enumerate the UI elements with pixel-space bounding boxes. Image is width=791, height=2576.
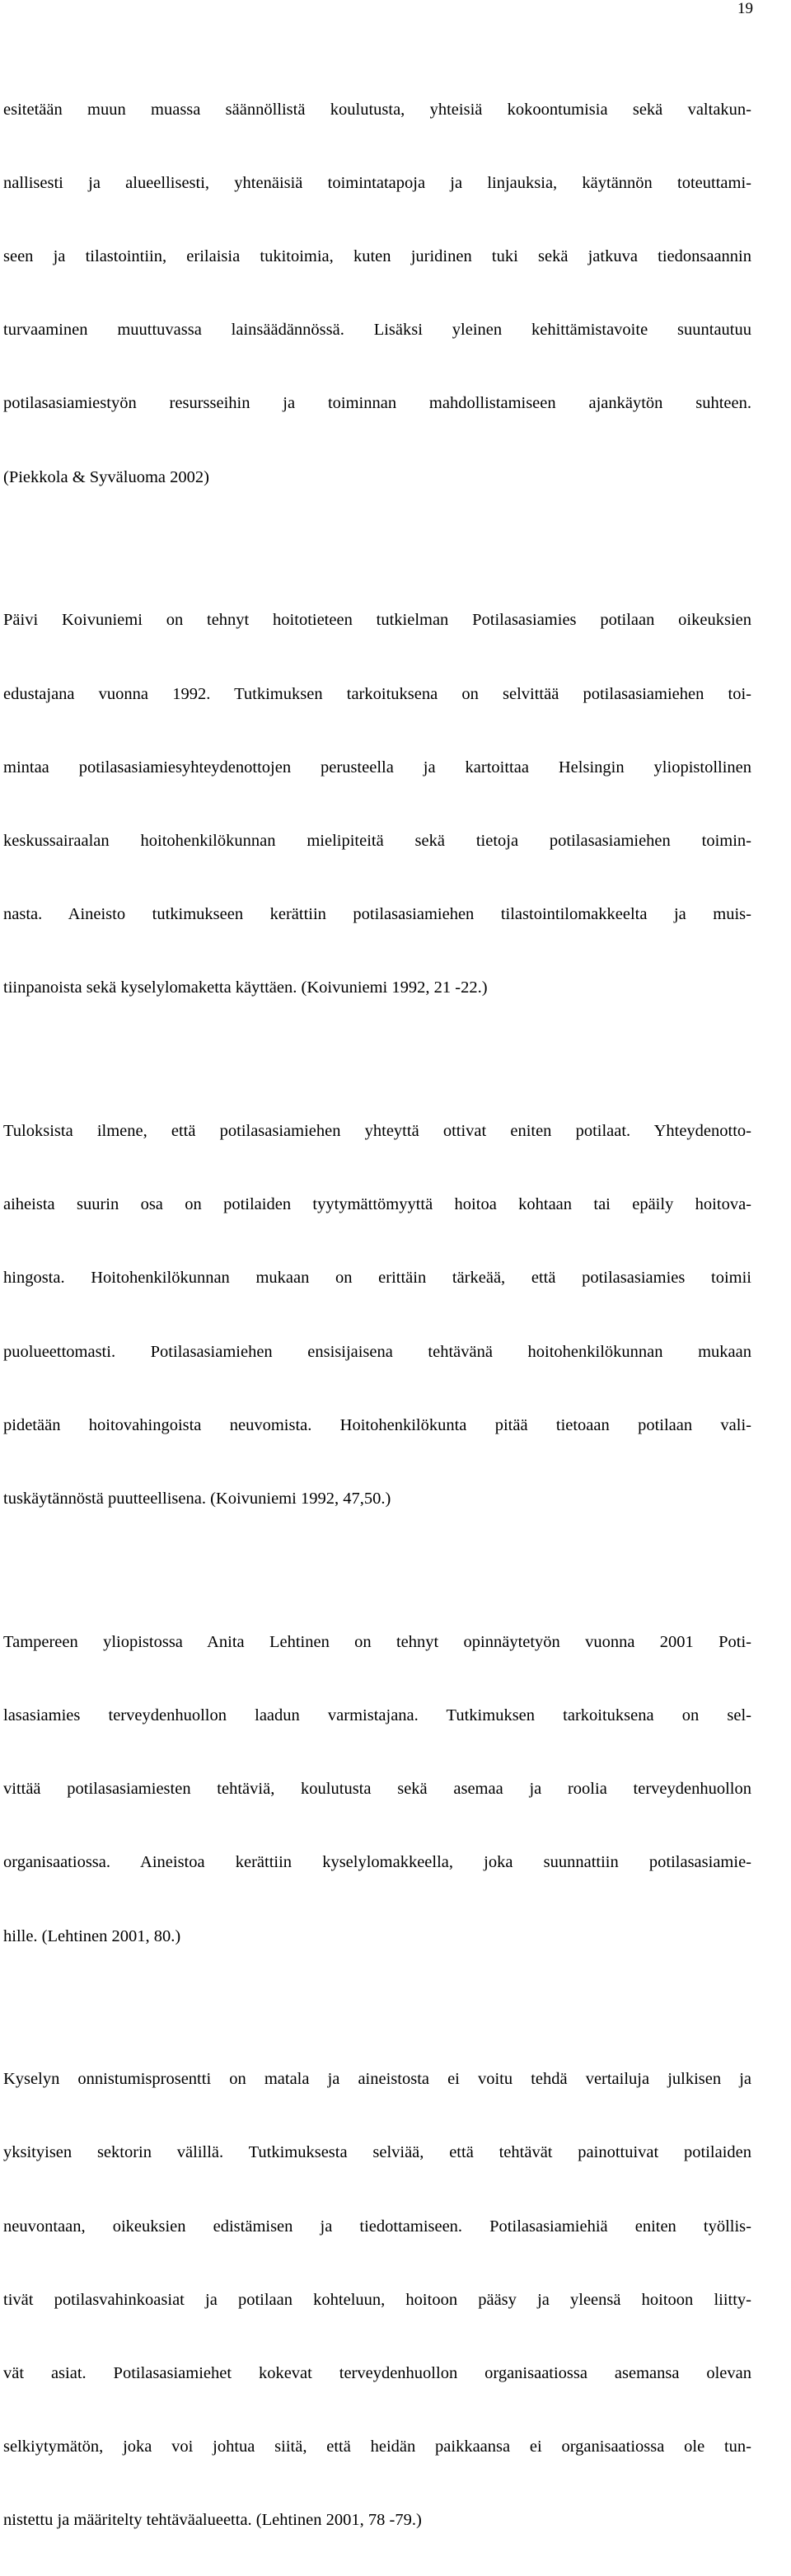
text-line: nistettu ja määritelty tehtäväalueetta. (Lehtinen 2001, 78 -79.) <box>3 2511 422 2530</box>
text-line: keskussairaalan hoitohenkilökunnan mielipiteitä sekä tietoja potilasasiamiehen toimin- <box>3 831 751 850</box>
text-line: nasta. Aineisto tutkimukseen kerättiin potilasasiamiehen tilastointilomakkeelta ja muis- <box>3 905 751 924</box>
text-line: vittää potilasasiamiesten tehtäviä, koulutusta sekä asemaa ja roolia terveydenhuollon <box>3 1780 751 1799</box>
text-line: aiheista suurin osa on potilaiden tyytymättömyyttä hoitoa kohtaan tai epäily hoitova- <box>3 1195 751 1214</box>
text-line: tivät potilasvahinkoasiat ja potilaan kohteluun, hoitoon pääsy ja yleensä hoitoon liitty- <box>3 2290 751 2309</box>
paragraph <box>3 1076 751 1554</box>
text-line: vät asiat. Potilasasiamiehet kokevat terveydenhuollon organisaatiossa asemansa olevan <box>3 2364 751 2383</box>
text-line: edustajana vuonna 1992. Tutkimuksen tarkoituksena on selvittää potilasasiamiehen toi- <box>3 684 751 703</box>
text-line: Tuloksista ilmene, että potilasasiamiehen yhteyttä ottivat eniten potilaat. Yhteydenotto- <box>3 1122 751 1141</box>
text-line: lasasiamies terveydenhuollon laadun varmistajana. Tutkimuksen tarkoituksena on sel- <box>3 1706 751 1724</box>
text-line: hingosta. Hoitohenkilökunnan mukaan on erittäin tärkeää, että potilasasiamies toimii <box>3 1269 751 1288</box>
text-line: esitetään muun muassa säännöllistä koulutusta, yhteisiä kokoontumisia sekä valtakun- <box>3 100 751 119</box>
text-line: selkiytymätön, joka voi johtua siitä, että heidän paikkaansa ei organisaatiossa ole tun- <box>3 2438 751 2456</box>
text-line: pidetään hoitovahingoista neuvomista. Hoitohenkilökunta pitää tietoaan potilaan vali- <box>3 1415 751 1434</box>
text-line: nallisesti ja alueellisesti, yhtenäisiä toimintatapoja ja linjauksia, käytännön toteuttami- <box>3 173 751 192</box>
document-body <box>3 54 751 2576</box>
text-line: tuskäytännöstä puutteellisena. (Koivuniemi 1992, 47,50.) <box>3 1489 391 1508</box>
text-line: tiinpanoista sekä kyselylomaketta käyttäen. (Koivuniemi 1992, 21 -22.) <box>3 978 488 997</box>
text-line: Tampereen yliopistossa Anita Lehtinen on tehnyt opinnäytetyön vuonna 2001 Poti- <box>3 1632 751 1651</box>
paragraph <box>3 1587 751 1992</box>
text-line: (Piekkola & Syväluoma 2002) <box>3 467 209 486</box>
text-line: Päivi Koivuniemi on tehnyt hoitotieteen tutkielman Potilasasiamies potilaan oikeuksien <box>3 611 751 630</box>
paragraph <box>3 2025 751 2576</box>
text-line: seen ja tilastointiin, erilaisia tukitoimia, kuten juridinen tuki sekä jatkuva tiedonsaannin <box>3 246 751 265</box>
text-line: yksityisen sektorin välillä. Tutkimuksesta selviää, että tehtävät painottuivat potilaiden <box>3 2143 751 2162</box>
paragraph <box>3 565 751 1044</box>
text-line: potilasasiamiestyön resursseihin ja toiminnan mahdollistamiseen ajankäytön suhteen. <box>3 394 751 413</box>
paragraph <box>3 54 751 533</box>
page-number: 19 <box>737 0 753 17</box>
text-line: turvaaminen muuttuvassa lainsäädännössä. Lisäksi yleinen kehittämistavoite suuntautuu <box>3 321 751 340</box>
text-line: hille. (Lehtinen 2001, 80.) <box>3 1926 181 1945</box>
text-line: neuvontaan, oikeuksien edistämisen ja tiedottamiseen. Potilasasiamiehiä eniten työllis- <box>3 2217 751 2236</box>
text-line: organisaatiossa. Aineistoa kerättiin kyselylomakkeella, joka suunnattiin potilasasiamie- <box>3 1853 751 1872</box>
text-line: Kyselyn onnistumisprosentti on matala ja aineistosta ei voitu tehdä vertailuja julkisen ja <box>3 2070 751 2089</box>
text-line: mintaa potilasasiamiesyhteydenottojen perusteella ja kartoittaa Helsingin yliopistollinen <box>3 758 751 777</box>
text-line: puolueettomasti. Potilasasiamiehen ensisijaisena tehtävänä hoitohenkilökunnan mukaan <box>3 1342 751 1361</box>
